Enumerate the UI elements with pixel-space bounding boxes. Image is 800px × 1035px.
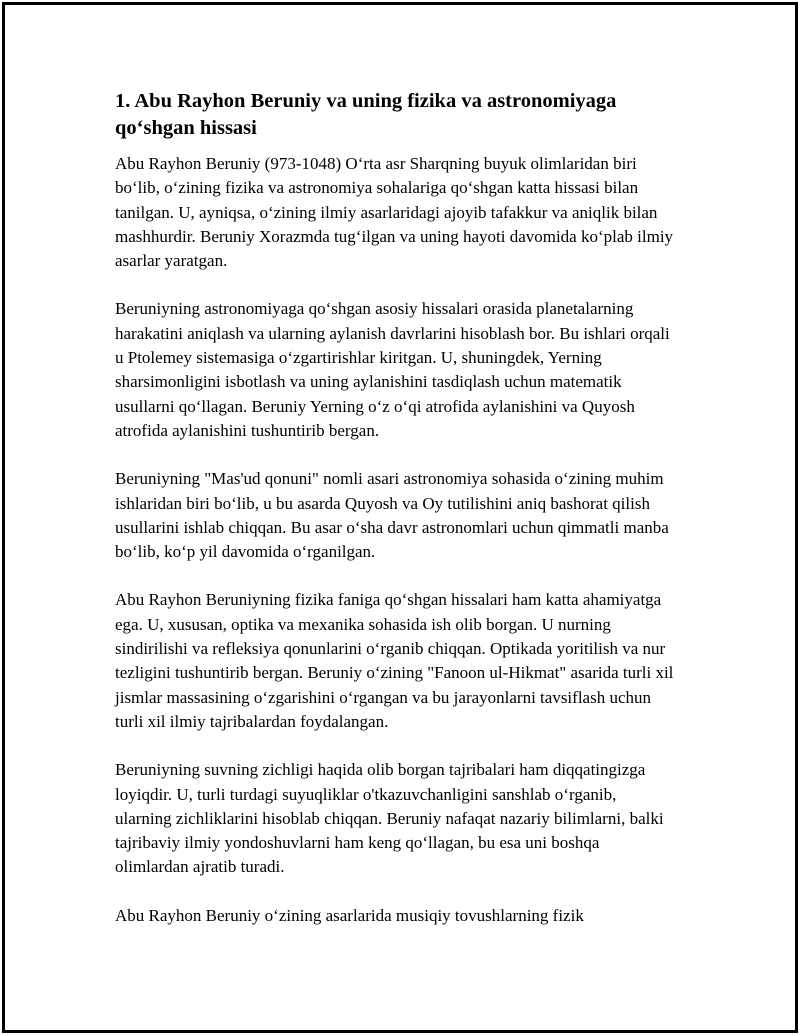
paragraph-biography: Abu Rayhon Beruniy (973-1048) O‘rta asr Sharqning buyuk olimlaridan biri bo‘lib, o‘zining fizika va astronomiya sohalariga qo‘shgan katta hissasi bilan tanilgan. U, ayniqsa, o‘zining ilmiy asarlaridagi ajoyib tafakkur va aniqlik bilan mashhurdir. Beruniy Xorazmda tug‘ilgan va uning hayoti davomida ko‘plab ilmiy asarlar yaratgan.: [115, 154, 674, 271]
paragraph-physics: Abu Rayhon Beruniyning fizika faniga qo‘shgan hissalari ham katta ahamiyatga ega. U, xususan, optika va mexanika sohasida ish olib borgan. U nurning sindirilishi va refleksiya qonunlarini o‘rganib chiqqan. Optikada yoritilish va nur tezligini tushuntirib bergan. Beruniy o‘zining "Fanoon ul-Hikmat" asarida turli xil jismlar massasining o‘zgarishini o‘rgangan va bu jarayonlarni tavsiflash uchun turli xil ilmiy tajribalardan foydalangan.: [115, 590, 674, 731]
section-heading: 1. Abu Rayhon Beruniy va uning fizika va astronomiyaga qo‘shgan hissasi: [115, 90, 617, 139]
paragraph-music: Abu Rayhon Beruniy o‘zining asarlarida musiqiy tovushlarning fizik: [115, 905, 584, 925]
document-body: [115, 88, 675, 952]
paragraph-masud-qonuni: Beruniyning "Mas'ud qonuni" nomli asari astronomiya sohasida o‘zining muhim ishlaridan biri bo‘lib, u bu asarda Quyosh va Oy tutilishini aniq bashorat qilish usullarini ishlab chiqqan. Bu asar o‘sha davr astronomlari uchun qimmatli manba bo‘lib, ko‘p yil davomida o‘rganilgan.: [115, 469, 669, 562]
paragraph-astronomy: Beruniyning astronomiyaga qo‘shgan asosiy hissalari orasida planetalarning harakatini aniqlash va ularning aylanish davrlarini hisoblash bor. Bu ishlari orqali u Ptolemey sistemasiga o‘zgartirishlar kiritgan. U, shuningdek, Yerning sharsimonligini isbotlash va uning aylanishini tasdiqlash uchun matematik usullarni qo‘llagan. Beruniy Yerning o‘z o‘qi atrofida aylanishini va Quyosh atrofida aylanishini tushuntirib bergan.: [115, 299, 670, 440]
paragraph-density: Beruniyning suvning zichligi haqida olib borgan tajribalari ham diqqatingizga loyiqdir. U, turli turdagi suyuqliklar o'tkazuvchanligini sanshlab o‘rganib, ularning zichliklarini hisoblab chiqqan. Beruniy nafaqat nazariy bilimlarni, balki tajribaviy ilmiy yondoshuvlarni ham keng qo‘llagan, bu esa uni boshqa olimlardan ajratib turadi.: [115, 760, 664, 877]
